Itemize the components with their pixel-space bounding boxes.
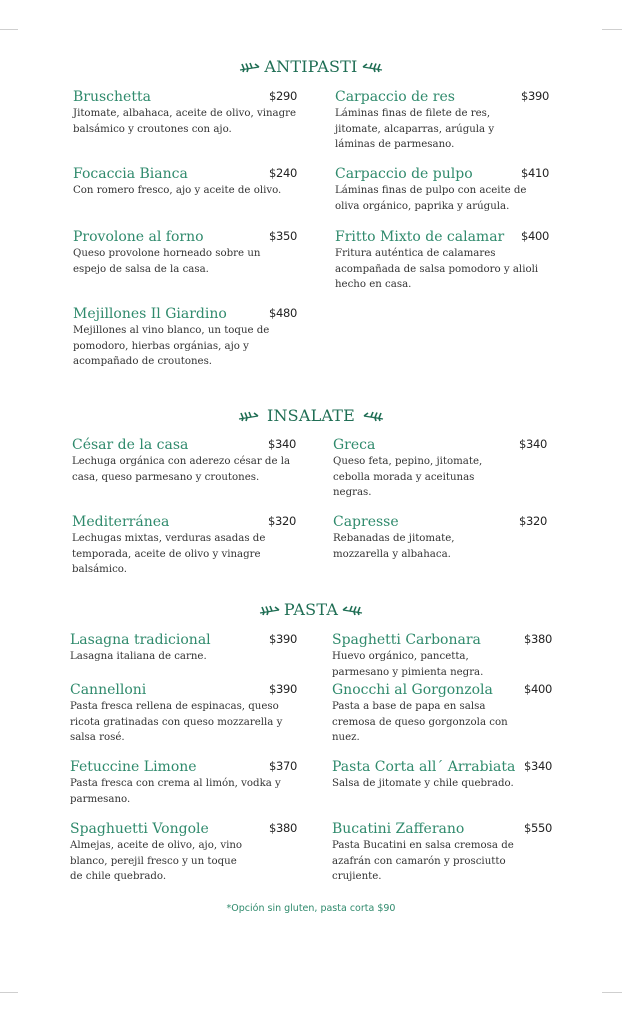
item-name: César de la casa [72, 437, 189, 453]
menu-item [335, 165, 560, 214]
menu-item [332, 820, 557, 885]
item-name: Capresse [333, 514, 399, 530]
laurel-branch-icon [259, 604, 281, 616]
item-price: $240 [269, 166, 298, 180]
item-description: Rebanadas de jitomate, mozzarella y albahaca. [333, 533, 455, 560]
menu-item [335, 88, 560, 153]
item-name: Fritto Mixto de calamar [335, 229, 505, 245]
item-price: $340 [268, 437, 297, 451]
section-title-pasta [0, 600, 622, 619]
item-name: Carpaccio de res [335, 89, 455, 105]
item-name: Cannelloni [70, 682, 147, 698]
item-price: $400 [521, 229, 550, 243]
menu-item [332, 758, 557, 792]
crop-mark [602, 992, 622, 993]
item-description: Pasta fresca rellena de espinacas, queso ricota gratinadas con queso mozzarella y salsa rosé. [70, 701, 283, 743]
section-title-text: ANTIPASTI [264, 57, 358, 76]
item-description: Queso provolone horneado sobre un espejo de salsa de la casa. [73, 248, 261, 275]
item-name: Bucatini Zafferano [332, 821, 465, 837]
item-name: Bruschetta [73, 89, 151, 105]
item-price: $410 [521, 166, 550, 180]
item-name: Fetuccine Limone [70, 759, 197, 775]
item-description: Pasta fresca con crema al limón, vodka y parmesano. [70, 778, 281, 805]
menu-item [70, 820, 298, 885]
laurel-branch-icon [361, 61, 383, 73]
item-price: $290 [269, 89, 298, 103]
item-name: Spaghuetti Vongole [70, 821, 209, 837]
crop-mark [0, 29, 18, 30]
section-title-text: INSALATE [266, 406, 356, 425]
item-price: $370 [269, 759, 298, 773]
item-description: Láminas finas de pulpo con aceite de oliva orgánico, paprika y arúgula. [335, 185, 527, 212]
menu-item [73, 305, 298, 370]
item-price: $400 [524, 682, 553, 696]
item-price: $390 [269, 682, 298, 696]
item-name: Greca [333, 437, 376, 453]
laurel-branch-icon [238, 410, 260, 422]
item-price: $390 [269, 632, 298, 646]
item-description: Huevo orgánico, pancetta, parmesano y pimienta negra. [332, 651, 484, 678]
item-price: $380 [269, 821, 298, 835]
menu-item [72, 436, 297, 485]
item-price: $380 [524, 632, 553, 646]
item-price: $320 [519, 514, 548, 528]
laurel-branch-icon [239, 61, 261, 73]
item-price: $340 [524, 759, 553, 773]
gluten-free-footnote: *Opción sin gluten, pasta corta $90 [226, 903, 396, 914]
menu-item [70, 758, 298, 807]
crop-mark [0, 992, 18, 993]
item-name: Pasta Corta all´ Arrabiata [332, 759, 516, 775]
item-price: $550 [524, 821, 553, 835]
menu-item [73, 228, 298, 277]
menu-item [333, 513, 558, 562]
item-description: Queso feta, pepino, jitomate, cebolla morada y aceitunas negras. [333, 456, 483, 498]
item-description: Pasta Bucatini en salsa cremosa de azafrán con camarón y prosciutto crujiente. [332, 840, 514, 882]
item-description: Almejas, aceite de olivo, ajo, vino blanco, perejil fresco y un toque de chile quebrado. [70, 840, 243, 882]
menu-item [70, 681, 298, 746]
item-name: Mejillones Il Giardino [73, 306, 227, 322]
item-price: $350 [269, 229, 298, 243]
item-description: Fritura auténtica de calamares acompañada de salsa pomodoro y alioli hecho en casa. [335, 248, 539, 290]
item-description: Lechuga orgánica con aderezo césar de la casa, queso parmesano y croutones. [72, 456, 291, 483]
section-title-text: PASTA [283, 600, 339, 619]
menu-item [73, 165, 298, 199]
item-description: Pasta a base de papa en salsa cremosa de queso gorgonzola con nuez. [332, 701, 508, 743]
item-price: $320 [268, 514, 297, 528]
item-name: Lasagna tradicional [70, 632, 211, 648]
item-description: Salsa de jitomate y chile quebrado. [332, 778, 514, 789]
menu-item [335, 228, 560, 293]
item-name: Focaccia Bianca [73, 166, 188, 182]
item-description: Láminas finas de filete de res, jitomate, alcaparras, arúgula y láminas de parmesano. [335, 108, 495, 150]
item-name: Carpaccio de pulpo [335, 166, 473, 182]
item-price: $480 [269, 306, 298, 320]
item-description: Mejillones al vino blanco, un toque de pomodoro, hierbas orgánias, ajo y acompañado de croutones. [73, 325, 270, 367]
menu-item [332, 681, 557, 746]
laurel-branch-icon [362, 410, 384, 422]
item-name: Provolone al forno [73, 229, 204, 245]
item-price: $390 [521, 89, 550, 103]
crop-mark [602, 29, 622, 30]
menu-item [332, 631, 557, 680]
laurel-branch-icon [341, 604, 363, 616]
item-price: $340 [519, 437, 548, 451]
item-name: Mediterránea [72, 514, 170, 530]
menu-item [73, 88, 298, 137]
item-name: Spaghetti Carbonara [332, 632, 481, 648]
menu-item [70, 631, 298, 665]
menu-item [333, 436, 558, 501]
item-description: Jitomate, albahaca, aceite de olivo, vinagre balsámico y croutones con ajo. [73, 108, 297, 135]
section-title-insalate [0, 406, 622, 425]
section-title-antipasti [0, 57, 622, 76]
menu-item [72, 513, 297, 578]
item-description: Lasagna italiana de carne. [70, 651, 207, 662]
item-name: Gnocchi al Gorgonzola [332, 682, 493, 698]
item-description: Con romero fresco, ajo y aceite de olivo. [73, 185, 282, 196]
item-description: Lechugas mixtas, verduras asadas de temporada, aceite de olivo y vinagre balsámico. [72, 533, 266, 575]
